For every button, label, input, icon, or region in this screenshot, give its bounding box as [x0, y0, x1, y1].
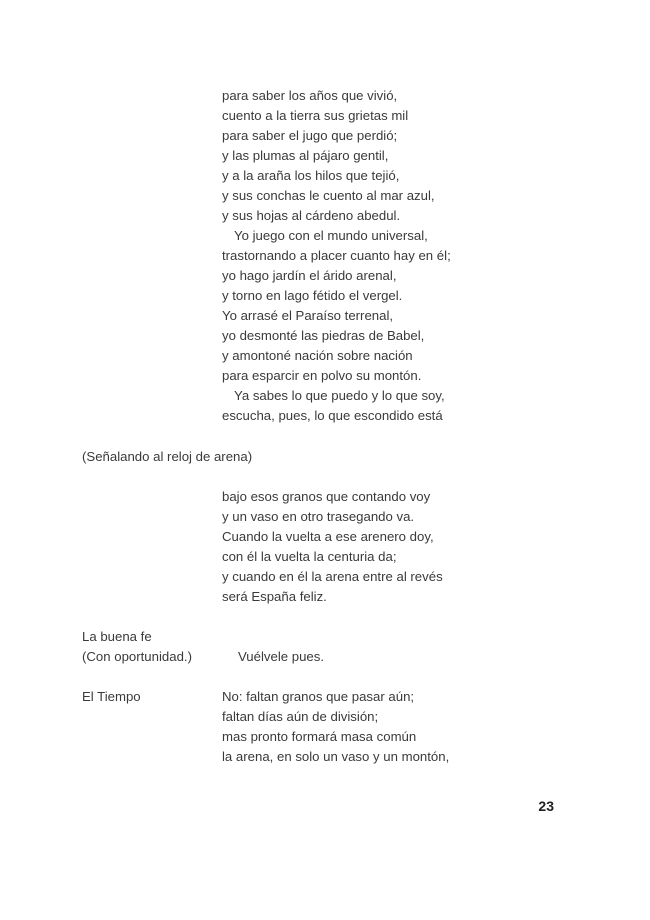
page-number: 23	[538, 798, 554, 814]
verse-line: para saber los años que vivió,	[222, 88, 398, 103]
verse-line: bajo esos granos que contando voy	[222, 489, 431, 504]
verse-line: y amontoné nación sobre nación	[222, 348, 413, 363]
verse-line: Yo juego con el mundo universal,	[234, 228, 428, 243]
verse-line: faltan días aún de división;	[222, 709, 379, 724]
verse-line: trastornando a placer cuanto hay en él;	[222, 248, 451, 263]
verse-line: para saber el jugo que perdió;	[222, 128, 398, 143]
verse-block-1	[222, 86, 451, 426]
verse-line: No: faltan granos que pasar aún;	[222, 689, 415, 704]
verse-line: cuento a la tierra sus grietas mil	[222, 108, 409, 123]
verse-line: con él la vuelta la centuria da;	[222, 549, 397, 564]
verse-line: yo desmonté las piedras de Babel,	[222, 328, 425, 343]
verse-line: yo hago jardín el árido arenal,	[222, 268, 397, 283]
verse-line: y torno en lago fétido el vergel.	[222, 288, 403, 303]
verse-line: y sus conchas le cuento al mar azul,	[222, 188, 435, 203]
stage-direction: (Con oportunidad.)	[82, 649, 192, 664]
verse-line: Yo arrasé el Paraíso terrenal,	[222, 308, 394, 323]
speaker-name: El Tiempo	[82, 689, 141, 704]
verse-line: y a la araña los hilos que tejió,	[222, 168, 400, 183]
speaker-name: La buena fe	[82, 629, 152, 644]
verse-line: y las plumas al pájaro gentil,	[222, 148, 389, 163]
stage-direction: (Señalando al reloj de arena)	[82, 449, 253, 464]
verse-line: para esparcir en polvo su montón.	[222, 368, 422, 383]
verse-line: y un vaso en otro trasegando va.	[222, 509, 415, 524]
verse-line: Ya sabes lo que puedo y lo que soy,	[234, 388, 445, 403]
verse-block-2	[222, 487, 443, 607]
verse-line: mas pronto formará masa común	[222, 729, 417, 744]
verse-line: Cuando la vuelta a ese arenero doy,	[222, 529, 434, 544]
verse-line: la arena, en solo un vaso y un montón,	[222, 749, 450, 764]
verse-line: y cuando en él la arena entre al revés	[222, 569, 443, 584]
verse-line: y sus hojas al cárdeno abedul.	[222, 208, 401, 223]
verse-block-3	[222, 687, 449, 767]
verse-line: será España feliz.	[222, 589, 327, 604]
verse-line: escucha, pues, lo que escondido está	[222, 408, 443, 423]
verse-line: Vuélvele pues.	[238, 649, 325, 664]
